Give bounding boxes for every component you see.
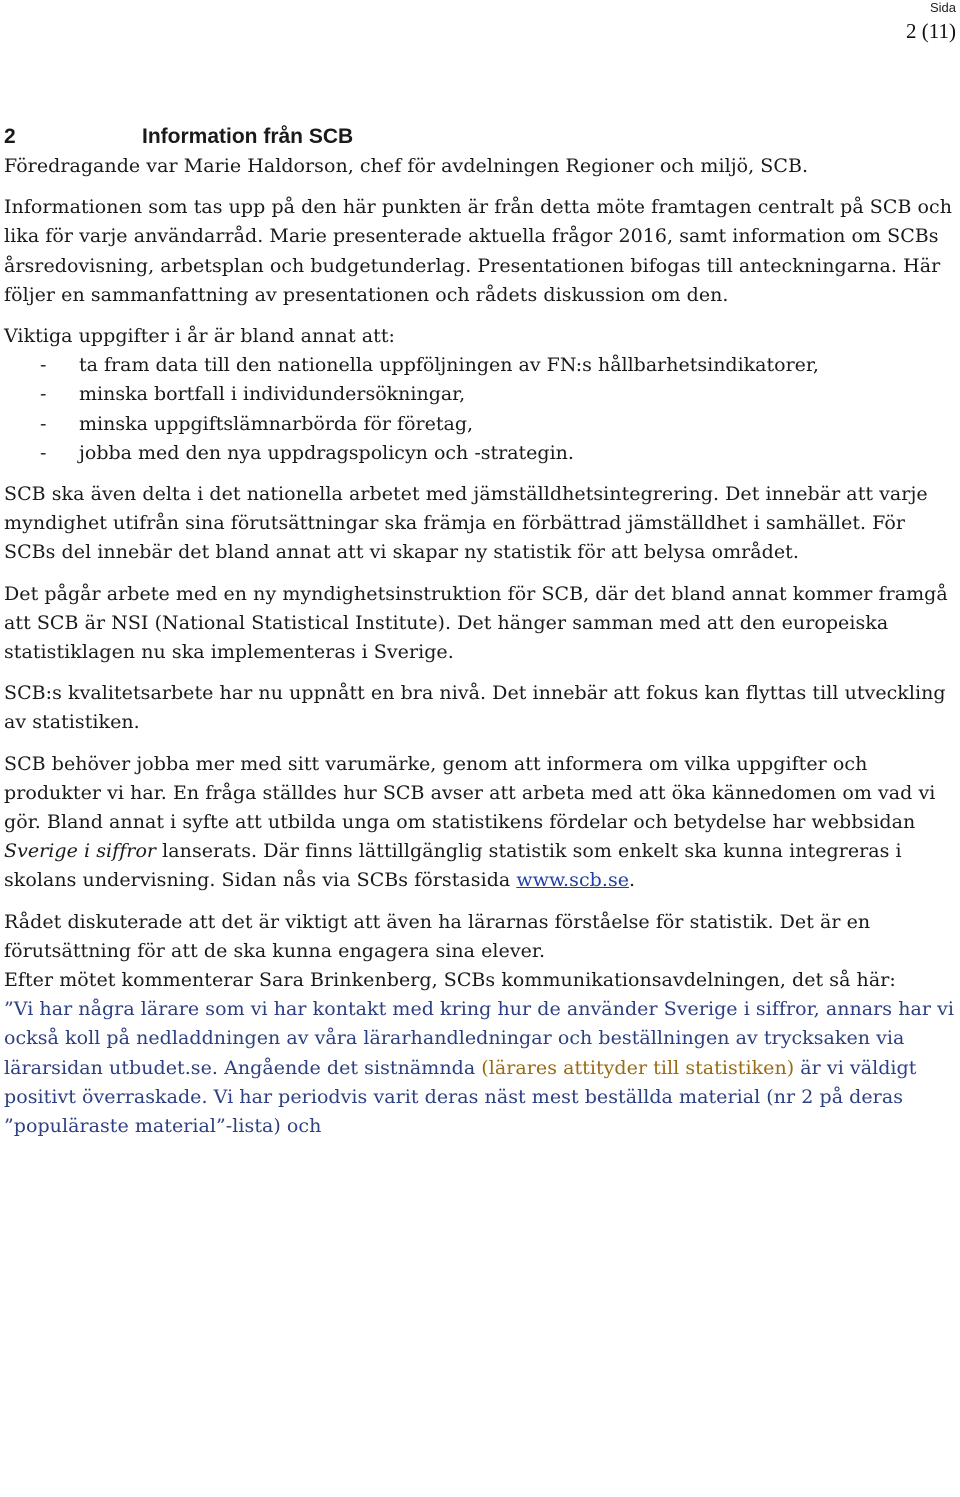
- page-header: [906, 0, 956, 43]
- document-body: [4, 122, 954, 1141]
- list-item-text: jobba med den nya uppdragspolicyn och -strategin.: [79, 441, 574, 464]
- list-marker: -: [40, 441, 47, 464]
- site-name: Sverige i siffror: [4, 840, 157, 863]
- paragraph-instruction: Det pågår arbete med en ny myndighetsinstruktion för SCB, där det bland annat kommer framgå att SCB är NSI (National Statistical Institute). Det hänger samman med att den europeiska statistiklagen nu ska implementeras i Sverige.: [4, 582, 948, 664]
- section-number: 2: [4, 125, 16, 148]
- page-label: Sida: [929, 0, 956, 15]
- list-marker: -: [40, 354, 47, 377]
- list-item: [4, 380, 954, 409]
- paragraph-information: Informationen som tas upp på den här punkten är från detta möte framtagen centralt på SCB och lika för varje användarråd. Marie presenterade aktuella frågor 2016, samt information om SCBs årsredovisning, arbetsplan och budgetunderlag. Presentationen bifogas till anteckningarna. Här följer en sammanfattning av presentationen och rådets diskussion om den.: [4, 196, 953, 306]
- quote-highlight: (lärares attityder till statistiken): [481, 1056, 795, 1079]
- list-item-text: minska bortfall i individundersökningar,: [79, 383, 466, 406]
- list-marker: -: [40, 383, 47, 406]
- paragraph-brand-text-cont: lanserats. Där finns lättillgänglig statistik som enkelt ska kunna integreras i skolans undervisning. Sidan nås via SCBs förstasida: [4, 840, 902, 892]
- task-list: [4, 351, 954, 468]
- paragraph-tasks-intro: Viktiga uppgifter i år är bland annat att:: [4, 325, 395, 348]
- paragraph-brand-text: SCB behöver jobba mer med sitt varumärke, genom att informera om vilka uppgifter och produkter vi har. En fråga ställdes hur SCB avser att arbeta med att öka kännedomen om vad vi gör. Bland annat i syfte att utbilda unga om statistikens fördelar och betydelse har webbsidan: [4, 752, 936, 834]
- page-number: 2 (11): [906, 19, 956, 43]
- paragraph-brand-end: .: [629, 869, 636, 892]
- quote-text: ”Vi har några lärare som vi har kontakt med kring hur de använder Sverige i siffror, annars har vi också koll på nedladdningen av våra lärarhandledningar och beställningen av trycksaken via lärarsidan utbudet.se. Angående det sistnämnda: [4, 998, 954, 1079]
- list-item: [4, 410, 954, 439]
- list-item-text: ta fram data till den nationella uppföljningen av FN:s hållbarhetsindikatorer,: [79, 354, 819, 377]
- quote-text-cont: är vi väldigt positivt överraskade. Vi har periodvis varit deras näst mest beställda material (nr 2 på deras ”populäraste material”-lista) och: [4, 1056, 917, 1138]
- section-heading: [4, 122, 954, 152]
- quote-paragraph: [4, 995, 954, 1141]
- list-item: [4, 439, 954, 468]
- paragraph-brand: [4, 750, 954, 896]
- list-item-text: minska uppgiftslämnarbörda för företag,: [79, 412, 474, 435]
- section-title: Information från SCB: [142, 125, 354, 148]
- paragraph-gender-equality: SCB ska även delta i det nationella arbetet med jämställdhetsintegrering. Det innebär att varje myndighet utifrån sina förutsättningar ska främja en förbättrad jämställdhet i samhället. För SCBs del innebär det bland annat att vi skapar ny statistik för att belysa området.: [4, 483, 928, 564]
- paragraph-presenter: Föredragande var Marie Haldorson, chef för avdelningen Regioner och miljö, SCB.: [4, 155, 809, 177]
- list-item: [4, 351, 954, 380]
- scb-link[interactable]: www.scb.se: [516, 869, 630, 892]
- list-marker: -: [40, 412, 47, 435]
- paragraph-comment-intro: Efter mötet kommenterar Sara Brinkenberg, SCBs kommunikationsavdelningen, det så här:: [4, 969, 896, 992]
- paragraph-council: Rådet diskuterade att det är viktigt att även ha lärarnas förståelse för statistik. Det är en förutsättning för att de ska kunna engagera sina elever.: [4, 910, 871, 962]
- paragraph-quality: SCB:s kvalitetsarbete har nu uppnått en bra nivå. Det innebär att fokus kan flyttas till utveckling av statistiken.: [4, 682, 946, 734]
